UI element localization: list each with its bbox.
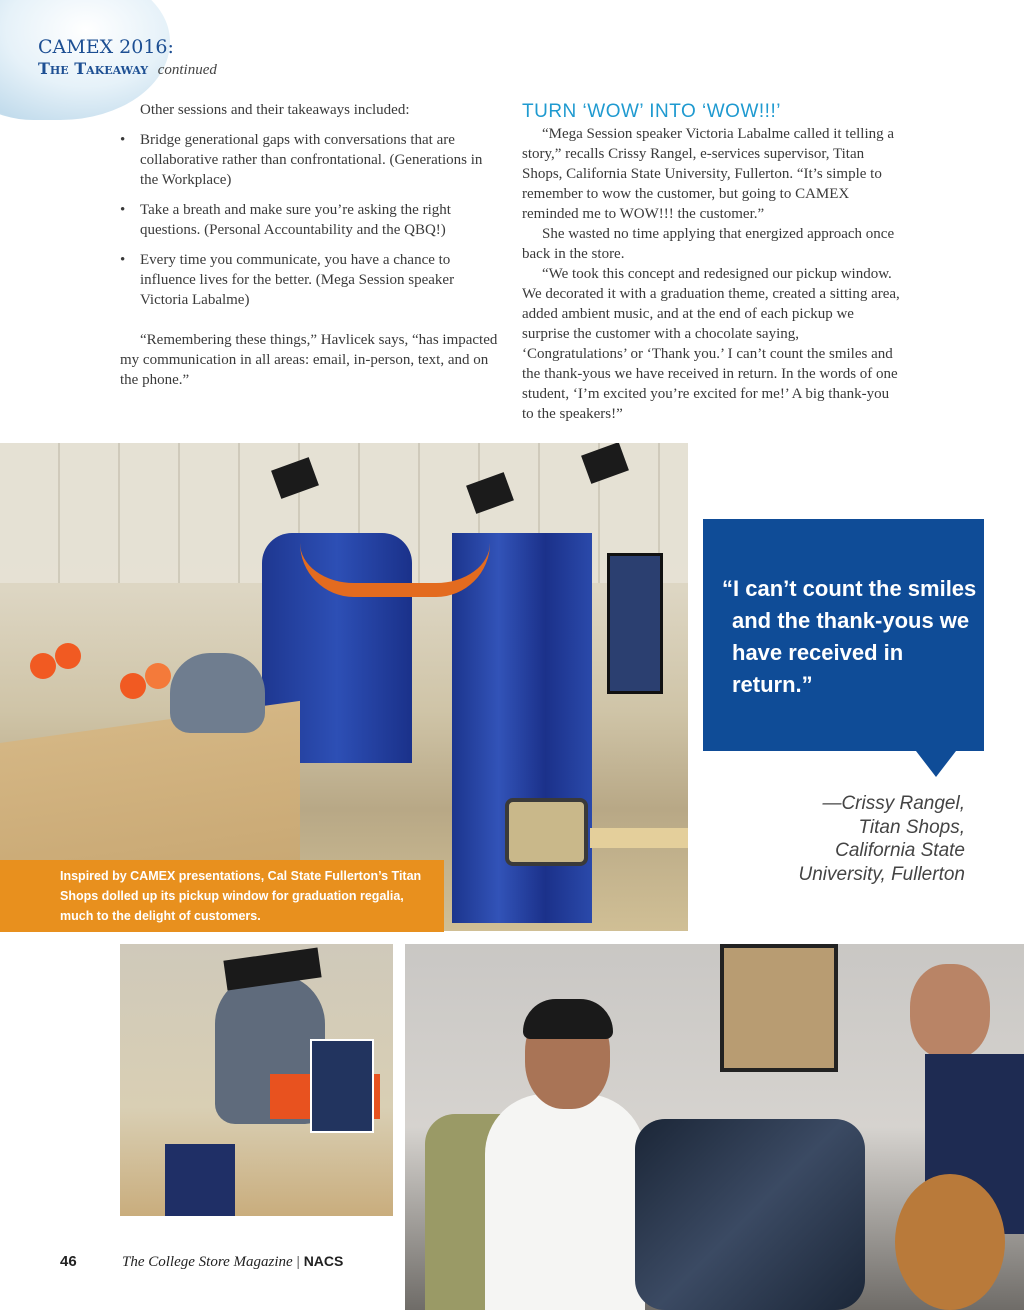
attribution-line: —Crissy Rangel,: [822, 793, 965, 814]
page-number: 46: [60, 1253, 77, 1270]
section-title: CAMEX 2016:: [38, 36, 174, 58]
photo-caption: Inspired by CAMEX presentations, Cal State Fullerton’s Titan Shops dolled up its pickup window for graduation regalia, much to the delight of customers.: [60, 869, 422, 923]
framed-photo: [720, 944, 838, 1072]
pull-quote-pointer: [916, 751, 956, 777]
org-name: NACS: [303, 1253, 344, 1269]
list-item: • Every time you communicate, you have a chance to influence lives for the better. (Mega Session speaker Victoria Labalme): [120, 250, 500, 310]
right-column: [522, 102, 904, 424]
orange-swag: [300, 543, 490, 597]
teddy-bear: [895, 1174, 1005, 1310]
pickup-window-photo: [0, 443, 688, 931]
footer-separator: |: [296, 1254, 300, 1270]
subtitle-text: The Takeaway: [38, 59, 149, 78]
student-hair: [523, 999, 613, 1039]
elephant-plush: [170, 653, 265, 733]
chair: [505, 798, 588, 866]
side-table: [590, 828, 688, 848]
graduation-cap-icon: [223, 948, 321, 991]
body-paragraph: “Mega Session speaker Victoria Labalme called it telling a story,” recalls Crissy Rangel, e-services supervisor, Titan Shops, California State University, Fullerton. “It’s simple to remember to wow the customer, but going to CAMEX reminded me to WOW!!! the customer.”: [522, 126, 895, 222]
pull-quote-attribution: [760, 792, 965, 886]
wall-poster: [607, 553, 663, 694]
article-heading: TURN ‘WOW’ INTO ‘WOW!!!’: [522, 101, 781, 122]
continued-label: continued: [157, 62, 217, 78]
takeaway-list: [120, 130, 500, 310]
attribution-line: University, Fullerton: [798, 863, 965, 885]
clerk-head: [910, 964, 990, 1059]
attribution-line: California State: [835, 840, 965, 861]
body-paragraph: She wasted no time applying that energized approach once back in the store.: [522, 226, 895, 262]
section-subtitle: [38, 59, 217, 79]
footer-credit: [122, 1253, 343, 1271]
attribution-line: Titan Shops,: [858, 816, 965, 838]
gift-bag: [165, 1144, 235, 1216]
havlicek-quote: “Remembering these things,” Havlicek says, “has impacted my communication in all areas: email, in-person, text, and on the phone.”: [120, 332, 498, 388]
pull-quote-text: “I can’t count the smiles and the thank-yous we have received in return.”: [722, 576, 977, 697]
elephant-display-photo: [120, 944, 393, 1216]
body-paragraph: “We took this concept and redesigned our pickup window. We decorated it with a graduation theme, created a sitting area, added ambient music, and at the end of each pickup we surprise the customer with a chocolate saying, ‘Congratulations’ or ‘Thank you.’ I can’t count the smiles and the thank-yous we have received in return. In the words of one student, ‘I’m excited you’re excited for me!’ A big thank-you to the speakers!”: [522, 266, 900, 422]
left-column: [120, 100, 500, 390]
list-item: • Bridge generational gaps with conversations that are collaborative rather than confrontational. (Generations in the Workplace): [120, 130, 500, 190]
intro-text: Other sessions and their takeaways included:: [140, 102, 410, 118]
list-item: • Take a breath and make sure you’re asking the right questions. (Personal Accountability and the QBQ!): [120, 200, 500, 240]
flower-vases: [20, 643, 170, 733]
regalia-bag: [635, 1119, 865, 1310]
magazine-name: The College Store Magazine: [122, 1254, 293, 1270]
customer-pickup-photo: [405, 944, 1024, 1310]
student-shirt: [485, 1094, 645, 1310]
mini-poster: [310, 1039, 374, 1133]
